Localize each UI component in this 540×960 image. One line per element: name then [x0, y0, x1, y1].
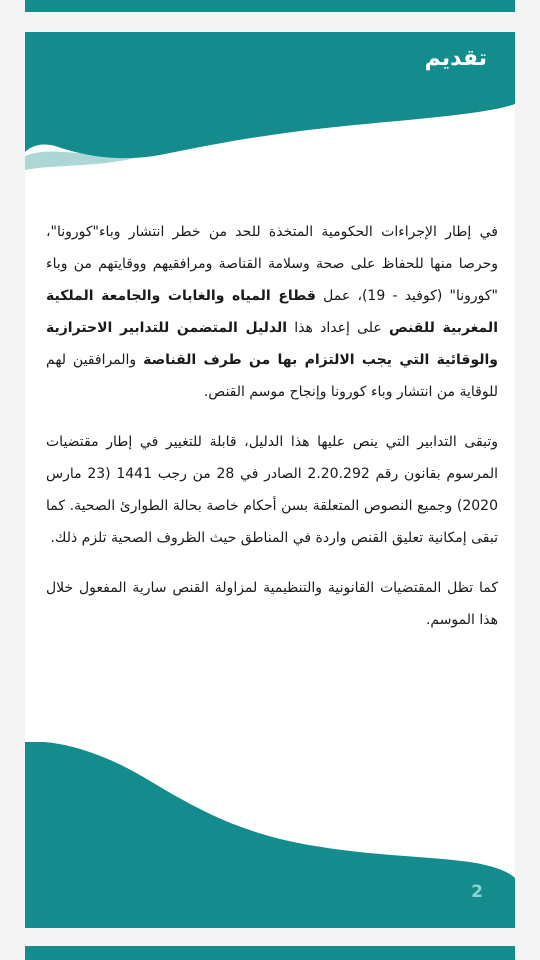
page-title: تقديم [424, 46, 487, 71]
paragraph-intro-bold-2: الدليل المتضمن للتدابير الاحترازية والوقائية التي يجب الالتزام بها من طرف القناصة [46, 320, 498, 368]
paragraph-intro-part-3: والمرافقين لهم للوقاية من انتشار وباء كورونا وإنجاح موسم القنص. [46, 352, 498, 400]
paragraph-intro-bold-1: قطاع المياه والغابات والجامعة الملكية المغربية للقنص [46, 288, 498, 336]
document-body [46, 216, 498, 654]
footer-wave-banner [25, 742, 515, 928]
paragraph-intro-part-2: على إعداد هذا [287, 320, 389, 336]
footer-wave-shape [25, 742, 515, 928]
paragraph-intro-part-1: في إطار الإجراءات الحكومية المتخذة للحد من خطر انتشار وباء"كورونا"، وحرصا منها للحفاظ على صحة وسلامة القناصة ومرافقيهم ووقايتهم من وباء "كورونا" (كوفيد - 19)، عمل [46, 224, 498, 304]
paragraph-measures: وتبقى التدابير التي ينص عليها هذا الدليل، قابلة للتغيير في إطار مقتضيات المرسوم بقانون رقم 2.20.292 الصادر في 28 من رجب 1441 (23 مارس 2020) وجميع النصوص المتعلقة بسن أحكام خاصة بحالة الطوارئ الصحية. كما تبقى إمكانية تعليق القنص واردة في المناطق حيث الظروف الصحية تلزم ذلك. [46, 434, 498, 546]
paragraph-legal: كما تظل المقتضيات القانونية والتنظيمية لمزاولة القنص سارية المفعول خلال هذا الموسم. [46, 580, 498, 628]
paragraph-intro [46, 216, 498, 408]
previous-page-edge [25, 0, 515, 12]
document-page [25, 32, 515, 928]
next-page-edge [25, 946, 515, 960]
page-number: 2 [471, 882, 483, 902]
